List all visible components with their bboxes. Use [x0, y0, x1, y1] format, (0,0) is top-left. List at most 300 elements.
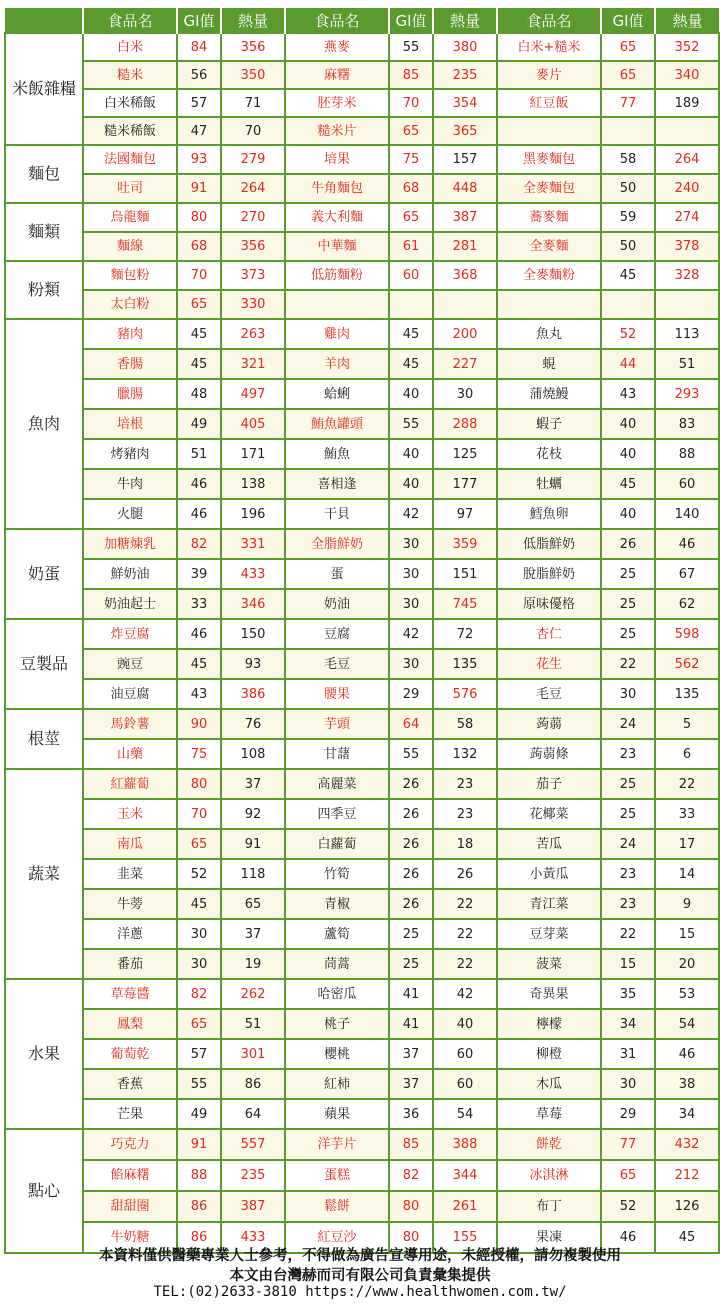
- cell-food-name: 奶油起士: [83, 589, 177, 619]
- cell-gi-value: 41: [389, 979, 433, 1009]
- header-category: [5, 8, 83, 33]
- table-row: [5, 799, 719, 829]
- cell-food-name: 腰果: [285, 679, 389, 709]
- cell-gi-value: 60: [389, 261, 433, 290]
- cell-calories: 60: [433, 1039, 497, 1069]
- table-row: [5, 61, 719, 89]
- cell-food-name: 油豆腐: [83, 679, 177, 709]
- cell-food-name: 低筋麵粉: [285, 261, 389, 290]
- cell-gi-value: 30: [389, 559, 433, 589]
- cell-gi-value: 34: [601, 1009, 655, 1039]
- cell-food-name: 雞肉: [285, 319, 389, 349]
- cell-food-name: 牛角麵包: [285, 174, 389, 203]
- category-label: 豆製品: [5, 619, 83, 709]
- cell-calories: 328: [655, 261, 719, 290]
- cell-gi-value: 23: [601, 739, 655, 769]
- cell-gi-value: 68: [177, 232, 221, 261]
- cell-calories: 23: [433, 799, 497, 829]
- cell-food-name: 法國麵包: [83, 145, 177, 174]
- cell-gi-value: 26: [389, 769, 433, 799]
- cell-gi-value: [601, 290, 655, 319]
- cell-calories: 350: [221, 61, 285, 89]
- cell-gi-value: 65: [177, 829, 221, 859]
- cell-food-name: 胚芽米: [285, 89, 389, 117]
- header-food-name: 食品名: [497, 8, 601, 33]
- cell-food-name: 青椒: [285, 889, 389, 919]
- cell-gi-value: 80: [177, 769, 221, 799]
- cell-food-name: 牡蠣: [497, 469, 601, 499]
- cell-gi-value: 84: [177, 33, 221, 61]
- cell-gi-value: 30: [177, 919, 221, 949]
- cell-calories: 321: [221, 349, 285, 379]
- cell-calories: 60: [655, 469, 719, 499]
- cell-food-name: 蕎麥麵: [497, 203, 601, 232]
- cell-gi-value: 85: [389, 61, 433, 89]
- cell-calories: 262: [221, 979, 285, 1009]
- cell-calories: 150: [221, 619, 285, 649]
- cell-calories: 60: [433, 1069, 497, 1099]
- cell-calories: 72: [433, 619, 497, 649]
- cell-calories: 26: [433, 859, 497, 889]
- table-row: [5, 889, 719, 919]
- cell-food-name: 培根: [83, 409, 177, 439]
- cell-calories: 118: [221, 859, 285, 889]
- category-label: 蔬菜: [5, 769, 83, 979]
- cell-food-name: 豌豆: [83, 649, 177, 679]
- cell-calories: 432: [655, 1129, 719, 1160]
- cell-food-name: 白蘿蔔: [285, 829, 389, 859]
- header-gi: GI值: [601, 8, 655, 33]
- table-row: [5, 379, 719, 409]
- cell-gi-value: 80: [177, 203, 221, 232]
- cell-food-name: 杏仁: [497, 619, 601, 649]
- cell-food-name: 加糖煉乳: [83, 529, 177, 559]
- cell-food-name: 草莓醬: [83, 979, 177, 1009]
- cell-gi-value: 40: [389, 469, 433, 499]
- cell-gi-value: 90: [177, 709, 221, 739]
- table-row: [5, 1099, 719, 1129]
- cell-food-name: 山藥: [83, 739, 177, 769]
- cell-food-name: 奶油: [285, 589, 389, 619]
- table-row: [5, 1160, 719, 1191]
- cell-gi-value: 26: [389, 859, 433, 889]
- cell-gi-value: 57: [177, 89, 221, 117]
- cell-food-name: 冰淇淋: [497, 1160, 601, 1191]
- cell-calories: 17: [655, 829, 719, 859]
- cell-calories: 576: [433, 679, 497, 709]
- table-row: [5, 409, 719, 439]
- cell-calories: 51: [221, 1009, 285, 1039]
- cell-calories: 330: [221, 290, 285, 319]
- cell-gi-value: 22: [601, 649, 655, 679]
- cell-gi-value: 26: [601, 529, 655, 559]
- cell-gi-value: 46: [177, 499, 221, 529]
- cell-calories: 405: [221, 409, 285, 439]
- cell-calories: 196: [221, 499, 285, 529]
- cell-food-name: 鬆餅: [285, 1191, 389, 1222]
- cell-gi-value: 88: [177, 1160, 221, 1191]
- cell-food-name: 牛蒡: [83, 889, 177, 919]
- table-row: [5, 709, 719, 739]
- cell-gi-value: 15: [601, 949, 655, 979]
- cell-food-name: 麻糬: [285, 61, 389, 89]
- cell-calories: 171: [221, 439, 285, 469]
- cell-gi-value: 70: [389, 89, 433, 117]
- cell-gi-value: 55: [389, 409, 433, 439]
- cell-food-name: 蘋果: [285, 1099, 389, 1129]
- cell-calories: 22: [433, 949, 497, 979]
- category-label: 奶蛋: [5, 529, 83, 619]
- cell-food-name: 原味優格: [497, 589, 601, 619]
- cell-gi-value: 26: [389, 799, 433, 829]
- cell-gi-value: 40: [389, 439, 433, 469]
- cell-gi-value: 86: [177, 1191, 221, 1222]
- cell-food-name: 玉米: [83, 799, 177, 829]
- cell-calories: 45: [655, 1222, 719, 1253]
- cell-gi-value: 37: [389, 1039, 433, 1069]
- cell-calories: 62: [655, 589, 719, 619]
- cell-food-name: 紅蘿蔔: [83, 769, 177, 799]
- cell-food-name: 櫻桃: [285, 1039, 389, 1069]
- cell-gi-value: 75: [177, 739, 221, 769]
- cell-food-name: 麵包粉: [83, 261, 177, 290]
- cell-food-name: 檸檬: [497, 1009, 601, 1039]
- cell-food-name: 四季豆: [285, 799, 389, 829]
- cell-food-name: 甘藷: [285, 739, 389, 769]
- footer-source: 本文由台灣赫而司有限公司負責彙集提供: [229, 1268, 491, 1284]
- cell-gi-value: 49: [177, 409, 221, 439]
- header-food-name: 食品名: [83, 8, 177, 33]
- cell-gi-value: 29: [389, 679, 433, 709]
- cell-food-name: 鮪魚: [285, 439, 389, 469]
- cell-food-name: 紅豆沙: [285, 1222, 389, 1253]
- cell-food-name: 白米+糙米: [497, 33, 601, 61]
- cell-calories: 177: [433, 469, 497, 499]
- cell-food-name: 蝦子: [497, 409, 601, 439]
- cell-calories: 20: [655, 949, 719, 979]
- cell-gi-value: 48: [177, 379, 221, 409]
- cell-gi-value: 80: [389, 1191, 433, 1222]
- cell-calories: 14: [655, 859, 719, 889]
- cell-gi-value: 40: [601, 499, 655, 529]
- cell-gi-value: 91: [177, 174, 221, 203]
- table-row: [5, 145, 719, 174]
- cell-food-name: 花生: [497, 649, 601, 679]
- cell-calories: 97: [433, 499, 497, 529]
- cell-gi-value: 25: [601, 589, 655, 619]
- cell-gi-value: 91: [177, 1129, 221, 1160]
- header-gi: GI值: [389, 8, 433, 33]
- cell-calories: 279: [221, 145, 285, 174]
- cell-gi-value: 45: [177, 889, 221, 919]
- cell-gi-value: 41: [389, 1009, 433, 1039]
- table-row: [5, 919, 719, 949]
- cell-food-name: 培果: [285, 145, 389, 174]
- table-row: [5, 769, 719, 799]
- cell-gi-value: 40: [601, 409, 655, 439]
- cell-calories: [433, 290, 497, 319]
- table-row: [5, 619, 719, 649]
- cell-calories: 135: [433, 649, 497, 679]
- table-row: [5, 469, 719, 499]
- cell-calories: 71: [221, 89, 285, 117]
- cell-calories: 263: [221, 319, 285, 349]
- cell-food-name: 蘆筍: [285, 919, 389, 949]
- cell-calories: 433: [221, 1222, 285, 1253]
- category-label: 根莖: [5, 709, 83, 769]
- cell-gi-value: 46: [601, 1222, 655, 1253]
- category-label: 水果: [5, 979, 83, 1129]
- cell-food-name: 韭菜: [83, 859, 177, 889]
- header-calories: 熱量: [655, 8, 719, 33]
- cell-food-name: 茄子: [497, 769, 601, 799]
- category-label: 魚肉: [5, 319, 83, 529]
- cell-calories: 281: [433, 232, 497, 261]
- cell-calories: 53: [655, 979, 719, 1009]
- cell-gi-value: 52: [601, 319, 655, 349]
- category-label: 麵包: [5, 145, 83, 203]
- cell-gi-value: 23: [601, 859, 655, 889]
- cell-gi-value: 50: [601, 232, 655, 261]
- cell-calories: 745: [433, 589, 497, 619]
- header-calories: 熱量: [433, 8, 497, 33]
- cell-food-name: 太白粉: [83, 290, 177, 319]
- cell-food-name: 蛤蜊: [285, 379, 389, 409]
- cell-gi-value: 30: [177, 949, 221, 979]
- cell-gi-value: 70: [177, 799, 221, 829]
- cell-calories: 212: [655, 1160, 719, 1191]
- table-row: [5, 649, 719, 679]
- cell-gi-value: 40: [389, 379, 433, 409]
- cell-food-name: 臘腸: [83, 379, 177, 409]
- cell-calories: 352: [655, 33, 719, 61]
- cell-food-name: 全麥麵: [497, 232, 601, 261]
- cell-food-name: 青江菜: [497, 889, 601, 919]
- cell-gi-value: 31: [601, 1039, 655, 1069]
- cell-gi-value: 30: [601, 679, 655, 709]
- cell-calories: 64: [221, 1099, 285, 1129]
- cell-food-name: 烤豬肉: [83, 439, 177, 469]
- cell-calories: 189: [655, 89, 719, 117]
- cell-gi-value: 39: [177, 559, 221, 589]
- category-label: 粉類: [5, 261, 83, 319]
- cell-gi-value: 25: [601, 799, 655, 829]
- cell-food-name: 哈密瓜: [285, 979, 389, 1009]
- cell-calories: 157: [433, 145, 497, 174]
- cell-calories: 54: [433, 1099, 497, 1129]
- cell-calories: 126: [655, 1191, 719, 1222]
- cell-food-name: 喜相逢: [285, 469, 389, 499]
- cell-gi-value: 37: [389, 1069, 433, 1099]
- table-row: [5, 1191, 719, 1222]
- table-row: [5, 117, 719, 145]
- cell-calories: 108: [221, 739, 285, 769]
- cell-calories: 37: [221, 919, 285, 949]
- cell-calories: 340: [655, 61, 719, 89]
- cell-gi-value: 80: [389, 1222, 433, 1253]
- cell-food-name: 牛奶糖: [83, 1222, 177, 1253]
- cell-gi-value: 82: [177, 529, 221, 559]
- cell-gi-value: 65: [389, 203, 433, 232]
- table-row: [5, 290, 719, 319]
- table-header-row: [5, 8, 719, 33]
- cell-food-name: 麵線: [83, 232, 177, 261]
- cell-calories: 293: [655, 379, 719, 409]
- cell-calories: 344: [433, 1160, 497, 1191]
- cell-gi-value: 25: [389, 919, 433, 949]
- cell-gi-value: 70: [177, 261, 221, 290]
- cell-calories: 378: [655, 232, 719, 261]
- cell-calories: 93: [221, 649, 285, 679]
- cell-gi-value: 65: [389, 117, 433, 145]
- cell-food-name: 吐司: [83, 174, 177, 203]
- cell-food-name: 紅柿: [285, 1069, 389, 1099]
- cell-calories: 140: [655, 499, 719, 529]
- category-label: 麵類: [5, 203, 83, 261]
- table-row: [5, 439, 719, 469]
- cell-calories: [655, 117, 719, 145]
- cell-food-name: 高麗菜: [285, 769, 389, 799]
- cell-food-name: 紅豆飯: [497, 89, 601, 117]
- cell-gi-value: 30: [389, 649, 433, 679]
- table-row: [5, 203, 719, 232]
- cell-calories: 22: [433, 919, 497, 949]
- cell-gi-value: 40: [601, 439, 655, 469]
- table-row: [5, 979, 719, 1009]
- cell-food-name: 白米: [83, 33, 177, 61]
- table-row: [5, 679, 719, 709]
- cell-food-name: 低脂鮮奶: [497, 529, 601, 559]
- header-food-name: 食品名: [285, 8, 389, 33]
- cell-food-name: 烏龍麵: [83, 203, 177, 232]
- cell-calories: 46: [655, 1039, 719, 1069]
- cell-gi-value: 85: [389, 1129, 433, 1160]
- cell-calories: 65: [221, 889, 285, 919]
- cell-food-name: 白米稀飯: [83, 89, 177, 117]
- cell-food-name: 蒟蒻條: [497, 739, 601, 769]
- cell-gi-value: 46: [177, 619, 221, 649]
- cell-food-name: 蒲燒鰻: [497, 379, 601, 409]
- cell-food-name: 鮮奶油: [83, 559, 177, 589]
- cell-gi-value: 43: [177, 679, 221, 709]
- cell-food-name: 苦瓜: [497, 829, 601, 859]
- cell-gi-value: 55: [389, 33, 433, 61]
- cell-gi-value: 42: [389, 499, 433, 529]
- cell-gi-value: 56: [177, 61, 221, 89]
- header-gi: GI值: [177, 8, 221, 33]
- cell-gi-value: 30: [601, 1069, 655, 1099]
- cell-gi-value: 45: [389, 349, 433, 379]
- cell-food-name: 花枝: [497, 439, 601, 469]
- cell-calories: 288: [433, 409, 497, 439]
- cell-calories: 34: [655, 1099, 719, 1129]
- cell-calories: 227: [433, 349, 497, 379]
- cell-food-name: 洋芋片: [285, 1129, 389, 1160]
- cell-calories: 448: [433, 174, 497, 203]
- cell-calories: 37: [221, 769, 285, 799]
- cell-calories: 22: [655, 769, 719, 799]
- cell-food-name: 布丁: [497, 1191, 601, 1222]
- table-row: [5, 499, 719, 529]
- cell-calories: 33: [655, 799, 719, 829]
- cell-calories: 497: [221, 379, 285, 409]
- cell-gi-value: 47: [177, 117, 221, 145]
- cell-food-name: 全脂鮮奶: [285, 529, 389, 559]
- cell-calories: 354: [433, 89, 497, 117]
- table-row: [5, 33, 719, 61]
- cell-gi-value: 24: [601, 709, 655, 739]
- cell-calories: 18: [433, 829, 497, 859]
- cell-gi-value: 43: [601, 379, 655, 409]
- cell-gi-value: 29: [601, 1099, 655, 1129]
- cell-calories: 331: [221, 529, 285, 559]
- cell-food-name: 花椰菜: [497, 799, 601, 829]
- cell-gi-value: 57: [177, 1039, 221, 1069]
- cell-food-name: 羊肉: [285, 349, 389, 379]
- cell-food-name: 黑麥麵包: [497, 145, 601, 174]
- cell-food-name: 糙米: [83, 61, 177, 89]
- cell-calories: 274: [655, 203, 719, 232]
- cell-food-name: 糙米片: [285, 117, 389, 145]
- cell-gi-value: 45: [601, 261, 655, 290]
- cell-calories: 235: [221, 1160, 285, 1191]
- cell-gi-value: 25: [601, 769, 655, 799]
- cell-gi-value: 45: [601, 469, 655, 499]
- cell-gi-value: 61: [389, 232, 433, 261]
- cell-food-name: 全麥麵粉: [497, 261, 601, 290]
- cell-gi-value: 82: [177, 979, 221, 1009]
- cell-food-name: 蒟蒻: [497, 709, 601, 739]
- cell-calories: 76: [221, 709, 285, 739]
- cell-calories: 86: [221, 1069, 285, 1099]
- cell-gi-value: 25: [601, 559, 655, 589]
- cell-food-name: 番茄: [83, 949, 177, 979]
- cell-calories: 356: [221, 232, 285, 261]
- cell-calories: 264: [221, 174, 285, 203]
- cell-calories: 386: [221, 679, 285, 709]
- cell-calories: 433: [221, 559, 285, 589]
- cell-gi-value: 45: [177, 319, 221, 349]
- cell-calories: 380: [433, 33, 497, 61]
- cell-gi-value: 93: [177, 145, 221, 174]
- cell-food-name: 糙米稀飯: [83, 117, 177, 145]
- table-row: [5, 829, 719, 859]
- cell-food-name: 燕麥: [285, 33, 389, 61]
- cell-food-name: 餡麻糬: [83, 1160, 177, 1191]
- cell-food-name: 草莓: [497, 1099, 601, 1129]
- cell-calories: 138: [221, 469, 285, 499]
- table-row: [5, 589, 719, 619]
- cell-food-name: 鮪魚罐頭: [285, 409, 389, 439]
- cell-calories: 365: [433, 117, 497, 145]
- cell-calories: 387: [221, 1191, 285, 1222]
- cell-gi-value: 51: [177, 439, 221, 469]
- cell-food-name: 豆腐: [285, 619, 389, 649]
- cell-food-name: 茼蒿: [285, 949, 389, 979]
- cell-gi-value: 65: [601, 1160, 655, 1191]
- cell-calories: 261: [433, 1191, 497, 1222]
- cell-calories: 23: [433, 769, 497, 799]
- cell-food-name: 蛋糕: [285, 1160, 389, 1191]
- cell-food-name: 牛肉: [83, 469, 177, 499]
- cell-food-name: 毛豆: [497, 679, 601, 709]
- cell-food-name: 蜆: [497, 349, 601, 379]
- cell-calories: 70: [221, 117, 285, 145]
- cell-calories: 19: [221, 949, 285, 979]
- cell-gi-value: 65: [601, 61, 655, 89]
- cell-gi-value: 30: [389, 589, 433, 619]
- cell-calories: 301: [221, 1039, 285, 1069]
